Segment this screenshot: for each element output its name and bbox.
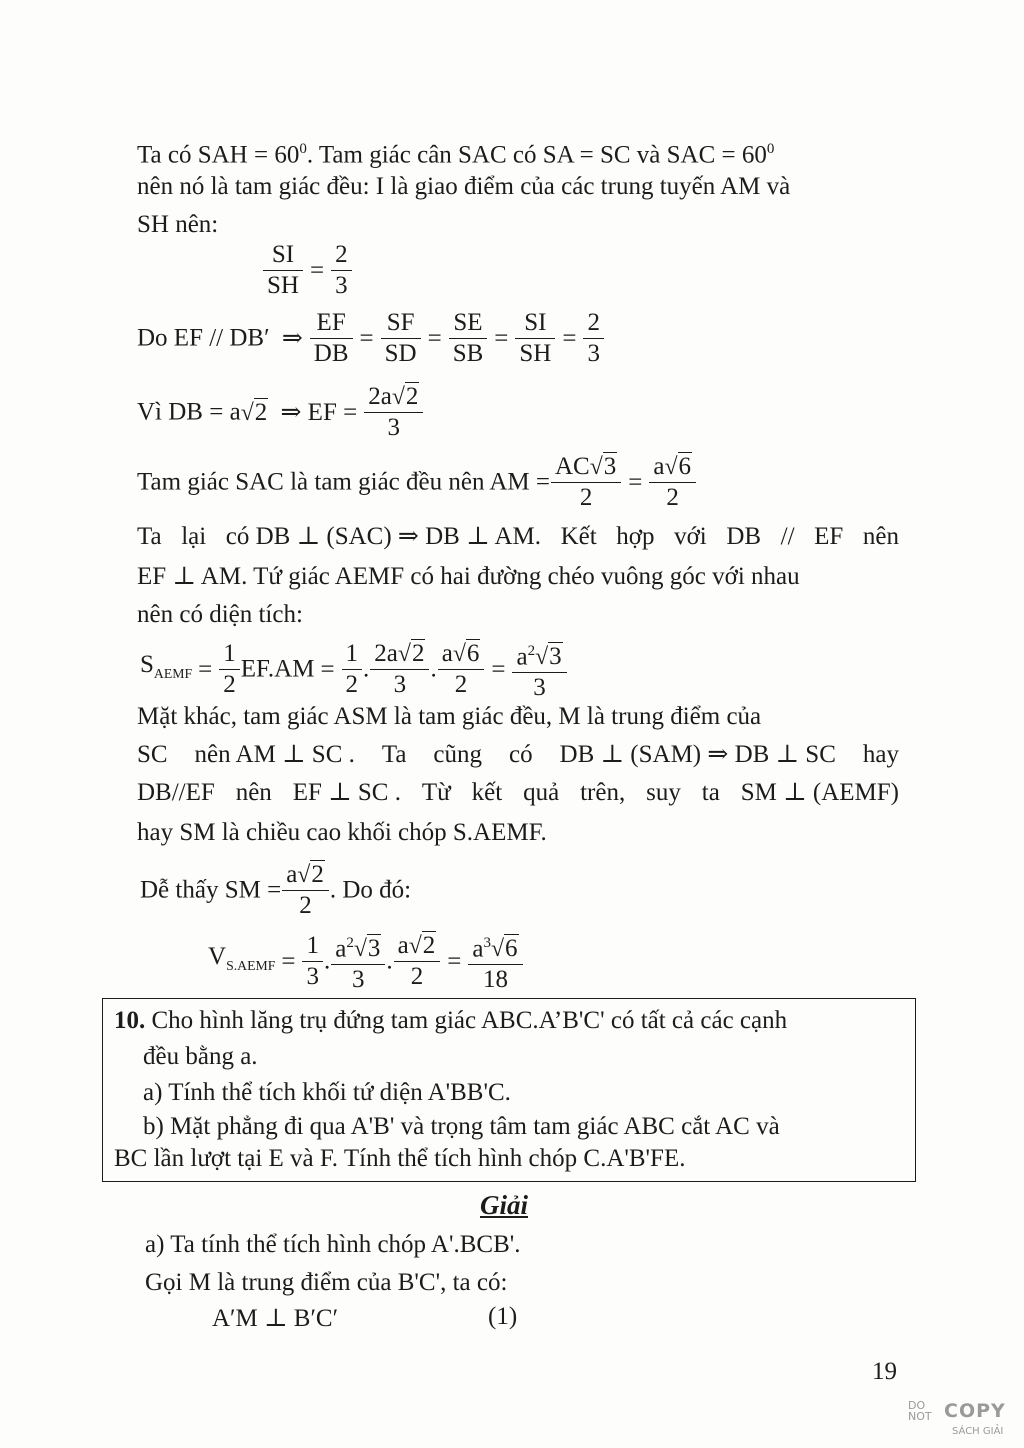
equation-db-ef: [137, 382, 424, 443]
fraction: $\frac{SI}{SH}$: [517, 308, 553, 369]
fraction: $\frac{a√6}{2}$: [440, 639, 483, 700]
fraction: $\frac{SF}{SD}$: [383, 308, 419, 369]
text-segment: Do EF // DB′: [137, 324, 270, 352]
area-symbol: $S_{AEMF}$: [140, 651, 193, 682]
problem-line: 10. Cho hình lăng trụ đứng tam giác ABC.A’B'C' có tất cả các cạnh: [114, 1007, 788, 1034]
text-line-justified: Ta lại có DB ⊥ (SAC) ⇒ DB ⊥ AM. Kết hợp với DB // EF nên: [137, 523, 899, 550]
text-segment: ⇒ EF =: [280, 398, 358, 426]
fraction: $\frac{a^2√3}{3}$: [514, 636, 564, 703]
text-segment: . Do đó:: [329, 876, 412, 904]
fraction: $\frac{2a√2}{3}$: [372, 639, 427, 700]
angle-label: SAH: [197, 141, 248, 169]
fraction: $\frac{2}{3}$: [333, 240, 350, 301]
text-line-justified: DB//EF nên EF ⊥ SC . Từ kết quả trên, suy ta SM ⊥ (AEMF): [137, 779, 899, 806]
fraction: $\frac{2a√2}{3}$: [366, 382, 421, 443]
watermark-logo: DO NOT COPY SÁCH GIẢI: [908, 1399, 1006, 1437]
problem-line: BC lần lượt tại E và F. Tính thể tích hình chóp C.A'B'FE.: [114, 1145, 686, 1172]
text-line: [137, 134, 774, 170]
fraction: $\frac{AC√3}{2}$: [553, 452, 619, 513]
solution-title: Giải: [480, 1190, 529, 1220]
fraction: $\frac{1}{3}$: [304, 931, 321, 992]
degree-sup: 0: [766, 141, 775, 157]
fraction: $\frac{a√6}{2}$: [651, 452, 694, 513]
problem-line: đều bằng a.: [143, 1043, 258, 1070]
equation-am-bc: A′M ⊥ B′C′: [212, 1305, 339, 1332]
page-number: 19: [872, 1358, 897, 1385]
fraction: $\frac{1}{2}$: [221, 639, 238, 700]
equation-tag: (1): [488, 1303, 518, 1330]
text-segment: Tam giác SAC là tam giác đều nên AM =: [137, 468, 550, 496]
text-segment: = 60: [247, 141, 300, 169]
equation-area-aemf: $S_{AEMF}$ = $\frac{1}{2}$ EF.AM = $\frac{1}{2}$ . $\frac{2a√2}{3}$ . $\frac{a√6}{2}$ = $\frac{a^2√3}{3}$: [140, 636, 568, 703]
fraction: $\frac{EF}{DB}$: [312, 308, 351, 369]
text-line: EF ⊥ AM. Tứ giác AEMF có hai đường chéo vuông góc với nhau: [137, 563, 800, 590]
implies-symbol: ⇒: [281, 324, 303, 352]
text-segment: Dễ thấy SM =: [140, 876, 282, 904]
equation-sm: [140, 860, 411, 921]
fraction: $\frac{SI}{SH}$: [265, 240, 301, 301]
fraction: $\frac{2}{3}$: [585, 308, 602, 369]
fraction: $\frac{a√2}{2}$: [396, 931, 439, 992]
fraction: $\frac{a^2√3}{3}$: [333, 928, 383, 995]
equation-am: Tam giác SAC là tam giác đều nên AM = $\frac{AC√3}{2}$ = $\frac{a√6}{2}$: [137, 452, 697, 513]
degree-sup: 0: [299, 141, 307, 157]
fraction: $\frac{a√2}{2}$: [284, 860, 327, 921]
text-line-justified: SC nên AM ⊥ SC . Ta cũng có DB ⊥ (SAM) ⇒ DB ⊥ SC hay: [137, 741, 899, 768]
text-line: Gọi M là trung điểm của B'C', ta có:: [145, 1269, 508, 1296]
text-line: SH nên:: [137, 211, 219, 238]
fraction: $\frac{a^3√6}{18}$: [470, 928, 520, 995]
text-segment: Ta có: [137, 141, 198, 169]
problem-line: b) Mặt phẳng đi qua A'B' và trọng tâm tam giác ABC cắt AC và: [143, 1113, 780, 1140]
equation-volume: $V_{S.AEMF}$ = $\frac{1}{3}$ . $\frac{a^2√3}{3}$ . $\frac{a√2}{2}$ = $\frac{a^3√6}{18}$: [208, 928, 524, 995]
equation-si-sh: $\frac{SI}{SH}$ = $\frac{2}{3}$: [262, 240, 353, 301]
text-segment: Vì DB = a: [137, 398, 241, 426]
volume-symbol: $V_{S.AEMF}$: [208, 943, 276, 974]
sqrt: √2: [240, 398, 268, 426]
equation-ef-db: Do EF // DB′ ⇒ $\frac{EF}{DB}$ = $\frac{SF}{SD}$ = $\frac{SE}{SB}$ = $\frac{SI}{SH}$ = $\frac{2}{3}$: [137, 308, 605, 369]
text-line: Mặt khác, tam giác ASM là tam giác đều, M là trung điểm của: [137, 703, 762, 730]
text-line: hay SM là chiều cao khối chóp S.AEMF.: [137, 819, 547, 846]
text-segment: EF.AM: [240, 655, 315, 683]
problem-number: 10.: [114, 1007, 146, 1034]
fraction: $\frac{1}{2}$: [344, 639, 361, 700]
text-line: nên có diện tích:: [137, 601, 303, 628]
text-segment: . Tam giác cân SAC có SA = SC và SAC = 60: [306, 141, 767, 169]
fraction: $\frac{SE}{SB}$: [451, 308, 486, 369]
problem-line: a) Tính thể tích khối tứ diện A'BB'C.: [143, 1079, 511, 1106]
text-line: a) Ta tính thể tích hình chóp A'.BCB'.: [145, 1231, 521, 1258]
text-line: nên nó là tam giác đều: I là giao điểm của các trung tuyến AM và: [137, 173, 791, 200]
